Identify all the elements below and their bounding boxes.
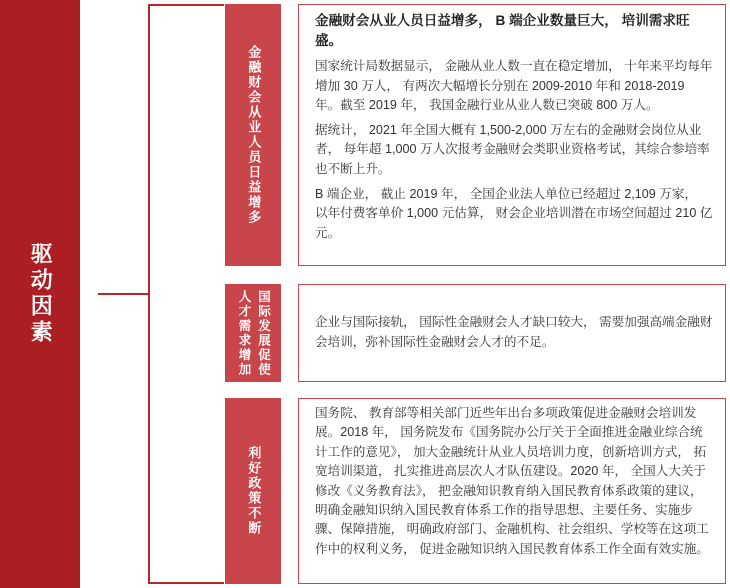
- category-label-2b: 国际发展促使: [256, 289, 271, 377]
- category-box-2: [225, 284, 281, 382]
- connector-branch-1: [148, 4, 224, 6]
- connector-trunk-vertical: [148, 4, 150, 584]
- content-3-para-1: 国务院、 教育部等相关部门近些年出台多项政策促进金融财会培训发展。2018 年， 国务院发布《国务院办公厅关于全面推进金融业综合统计工作的意见》， 加大金融统计从业人员培训力度，创新培训方式， 拓宽培训渠道， 扎实推进高层次人才队伍建设。2020 年， 全国人大关于修改《义务教育法》， 把金融知识教育纳入国民教育体系政策的建议， 明确金融知识纳入国民教育体系工作的指导思想、主要任务、实施步骤、保障措施， 明确政府部门、金融机构、社会组织、学校等在这项工作中的权利义务， 促进金融知识纳入国民教育体系工作全面有效实施。: [315, 406, 709, 556]
- content-box-1: [298, 4, 726, 266]
- category-label-3: 利好政策不断: [246, 446, 262, 536]
- connector-root-horizontal: [98, 293, 150, 295]
- category-label-1: 金融财会从业人员日益增多: [246, 45, 262, 225]
- root-label: 驱动因素: [28, 242, 54, 346]
- category-box-1: [225, 4, 281, 266]
- category-label-2a: 人才需求增加: [237, 289, 251, 377]
- category-box-3: [225, 398, 281, 584]
- connector-branch-3: [148, 582, 224, 584]
- content-box-2: [298, 284, 726, 382]
- content-1-para-2: 据统计， 2021 年全国大概有 1,500-2,000 万左右的金融财会岗位从业者， 每年超 1,000 万人次报考金融财会类职业资格考试，其综合参培率也不断上升。: [315, 122, 710, 176]
- root-node: [0, 0, 80, 588]
- content-1-lead: 金融财会从业人员日益增多， B 端企业数量巨大， 培训需求旺盛。: [315, 13, 690, 48]
- content-1-para-3: B 端企业， 截止 2019 年， 全国企业法人单位已经超过 2,109 万家， 以年付费客单价 1,000 元估算， 财会企业培训潜在市场空间超过 210 亿元。: [315, 186, 713, 240]
- content-1-para-1: 国家统计局数据显示， 金融从业人数一直在稳定增加， 十年来平均每年增加 30 万人， 有两次大幅增长分别在 2009-2010 年和 2018-2019 年。截至 2019 年， 我国金融行业从业人数已突破 800 万人。: [315, 59, 713, 113]
- content-2-para-1: 企业与国际接轨， 国际性金融财会人才缺口较大， 需要加强高端金融财会培训，弥补国际性金融财会人才的不足。: [315, 315, 713, 349]
- content-box-3: [298, 398, 726, 584]
